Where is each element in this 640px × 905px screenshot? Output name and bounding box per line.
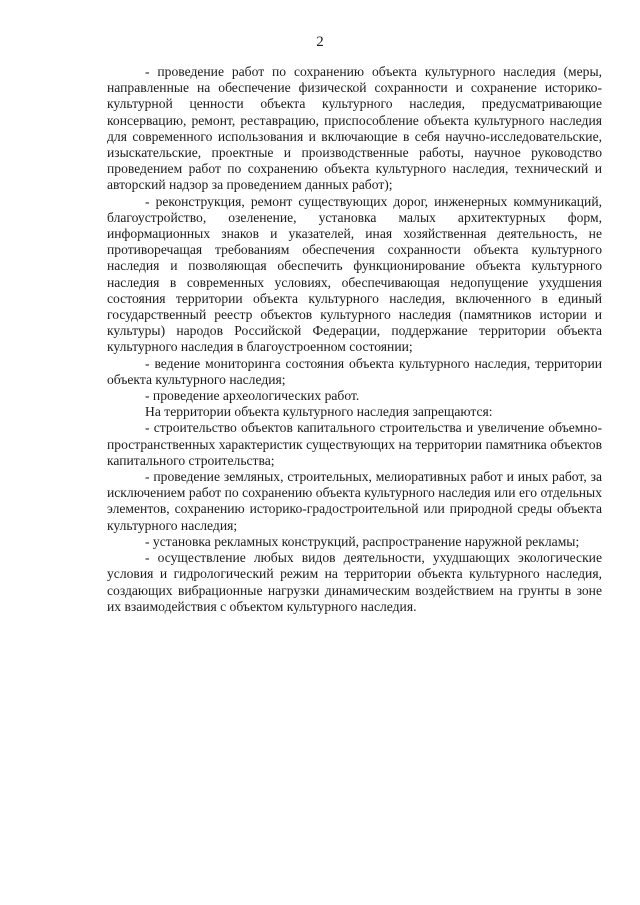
paragraph-monitoring: - ведение мониторинга состояния объекта культурного наследия, территории объекта культурного наследия; (107, 355, 602, 387)
paragraph-prohibitions-heading: На территории объекта культурного наследия запрещаются: (145, 404, 493, 420)
paragraph-capital-construction: - строительство объектов капитального строительства и увеличение объемно-пространственных характеристик существующих на территории памятника объектов капитального строительства; (107, 420, 602, 468)
paragraph-archaeology: - проведение археологических работ. (145, 388, 360, 404)
document-body (107, 64, 602, 615)
paragraph-reconstruction: - реконструкция, ремонт существующих дорог, инженерных коммуникаций, благоустройство, озеленение, установка малых архитектурных форм, информационных знаков и указателей, иная хозяйственная деятельность, не противоречащая требованиям обеспечения сохранности объекта культурного наследия и позволяющая обеспечить функционирование объекта культурного наследия в современных условиях, обеспечивающая недопущение ухудшения состояния территории объекта культурного наследия, включенного в единый государственный реестр объектов культурного наследия (памятников истории и культуры) народов Российской Федерации, поддержание территории объекта культурного наследия в благоустроенном состоянии; (107, 193, 602, 355)
paragraph-advertising: - установка рекламных конструкций, распространение наружной рекламы; (145, 533, 580, 549)
paragraph-ecological-conditions: - осуществление любых видов деятельности, ухудшающих экологические условия и гидрологический режим на территории объекта культурного наследия, создающих вибрационные нагрузки динамическим воздействием на грунты в зоне их взаимодействия с объектом культурного наследия. (107, 550, 602, 614)
paragraph-earthworks: - проведение земляных, строительных, мелиоративных работ и иных работ, за исключением работ по сохранению объекта культурного наследия или его отдельных элементов, сохранению историко-градостроительной или природной среды объекта культурного наследия; (107, 469, 602, 533)
paragraph-preservation-works: - проведение работ по сохранению объекта культурного наследия (меры, направленные на обеспечение физической сохранности и сохранение историко-культурной ценности объекта культурного наследия, предусматривающие консервацию, ремонт, реставрацию, приспособление объекта культурного наследия для современного использования и включающие в себя научно-исследовательские, изыскательские, проектные и производственные работы, научное руководство проведением работ по сохранению объекта культурного наследия, технический и авторский надзор за проведением данных работ); (107, 64, 602, 193)
page-number: 2 (316, 34, 324, 50)
